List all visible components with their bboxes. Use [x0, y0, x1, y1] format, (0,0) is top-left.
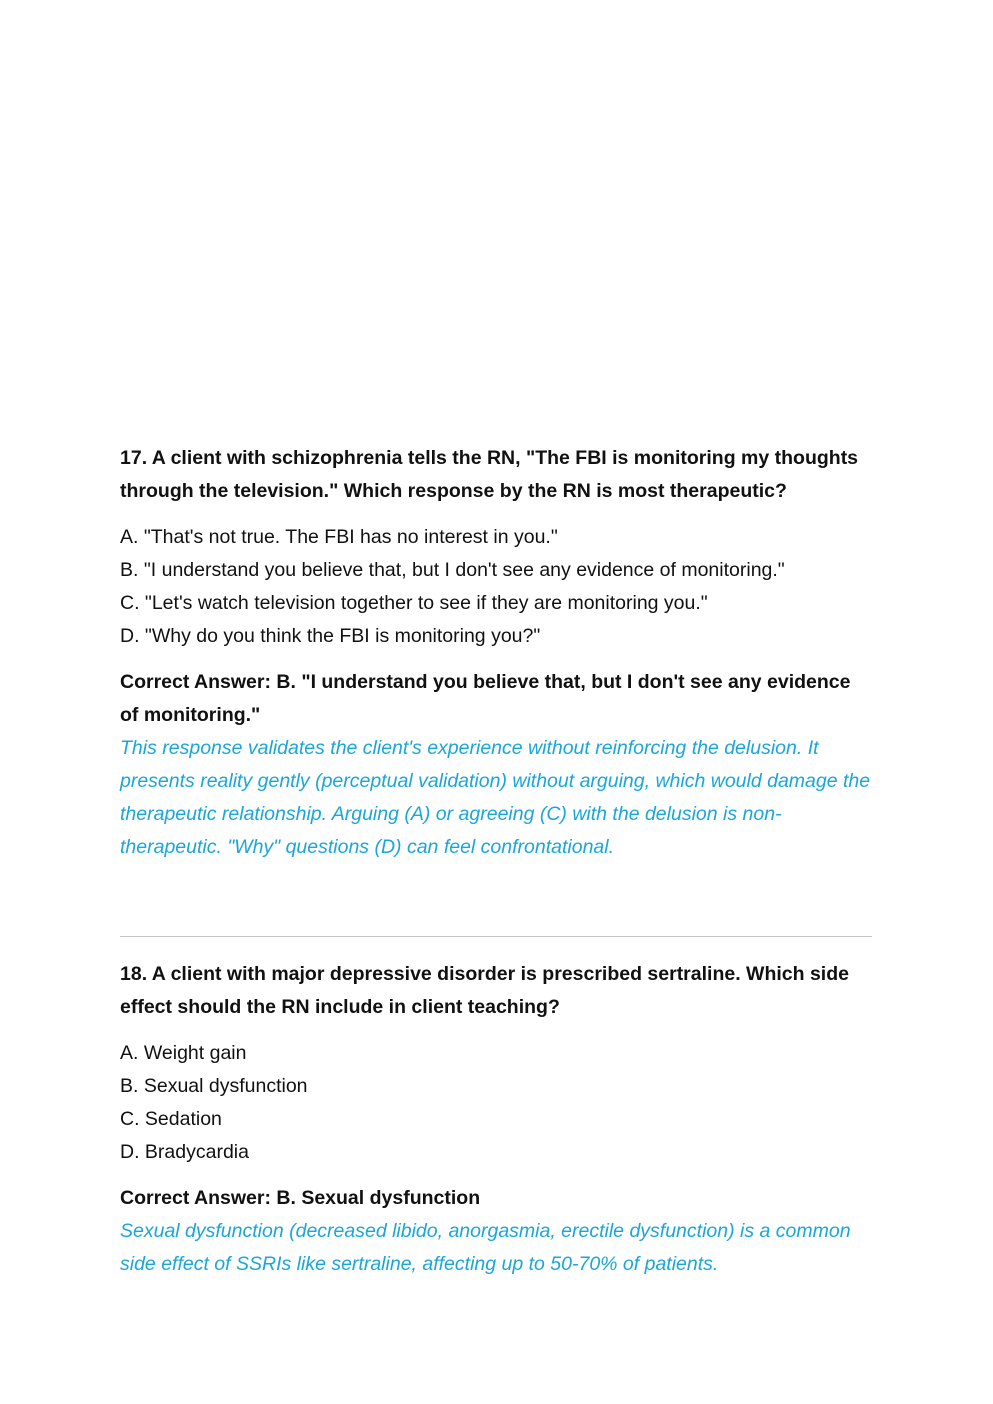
option-a: A. Weight gain [120, 1042, 247, 1064]
rationale: Sexual dysfunction (decreased libido, anorgasmia, erectile dysfunction) is a common side effect of SSRIs like sertraline, affecting up to 50-70% of patients. [120, 1220, 851, 1275]
option-d: D. "Why do you think the FBI is monitoring you?" [120, 625, 541, 647]
correct-answer: Correct Answer: B. "I understand you believe that, but I don't see any evidence of monitoring." [120, 671, 851, 726]
option-b: B. "I understand you believe that, but I don't see any evidence of monitoring." [120, 559, 785, 581]
correct-answer: Correct Answer: B. Sexual dysfunction [120, 1187, 481, 1209]
question-stem: 17. A client with schizophrenia tells the RN, "The FBI is monitoring my thoughts through the television." Which response by the RN is most therapeutic? [120, 447, 859, 502]
rationale: This response validates the client's experience without reinforcing the delusion. It presents reality gently (perceptual validation) without arguing, which would damage the therapeutic relationship. Arguing (A) or agreeing (C) with the delusion is non-therapeutic. "Why" questions (D) can feel confrontational. [120, 737, 871, 858]
question-17 [120, 442, 872, 864]
option-d: D. Bradycardia [120, 1141, 249, 1163]
option-c: C. "Let's watch television together to see if they are monitoring you." [120, 592, 708, 614]
answer-options [120, 1037, 872, 1169]
option-c: C. Sedation [120, 1108, 222, 1130]
answer-options [120, 521, 872, 653]
section-divider [120, 936, 872, 937]
question-18 [120, 958, 872, 1281]
option-b: B. Sexual dysfunction [120, 1075, 308, 1097]
question-stem: 18. A client with major depressive disorder is prescribed sertraline. Which side effect should the RN include in client teaching? [120, 963, 849, 1018]
option-a: A. "That's not true. The FBI has no interest in you." [120, 526, 558, 548]
